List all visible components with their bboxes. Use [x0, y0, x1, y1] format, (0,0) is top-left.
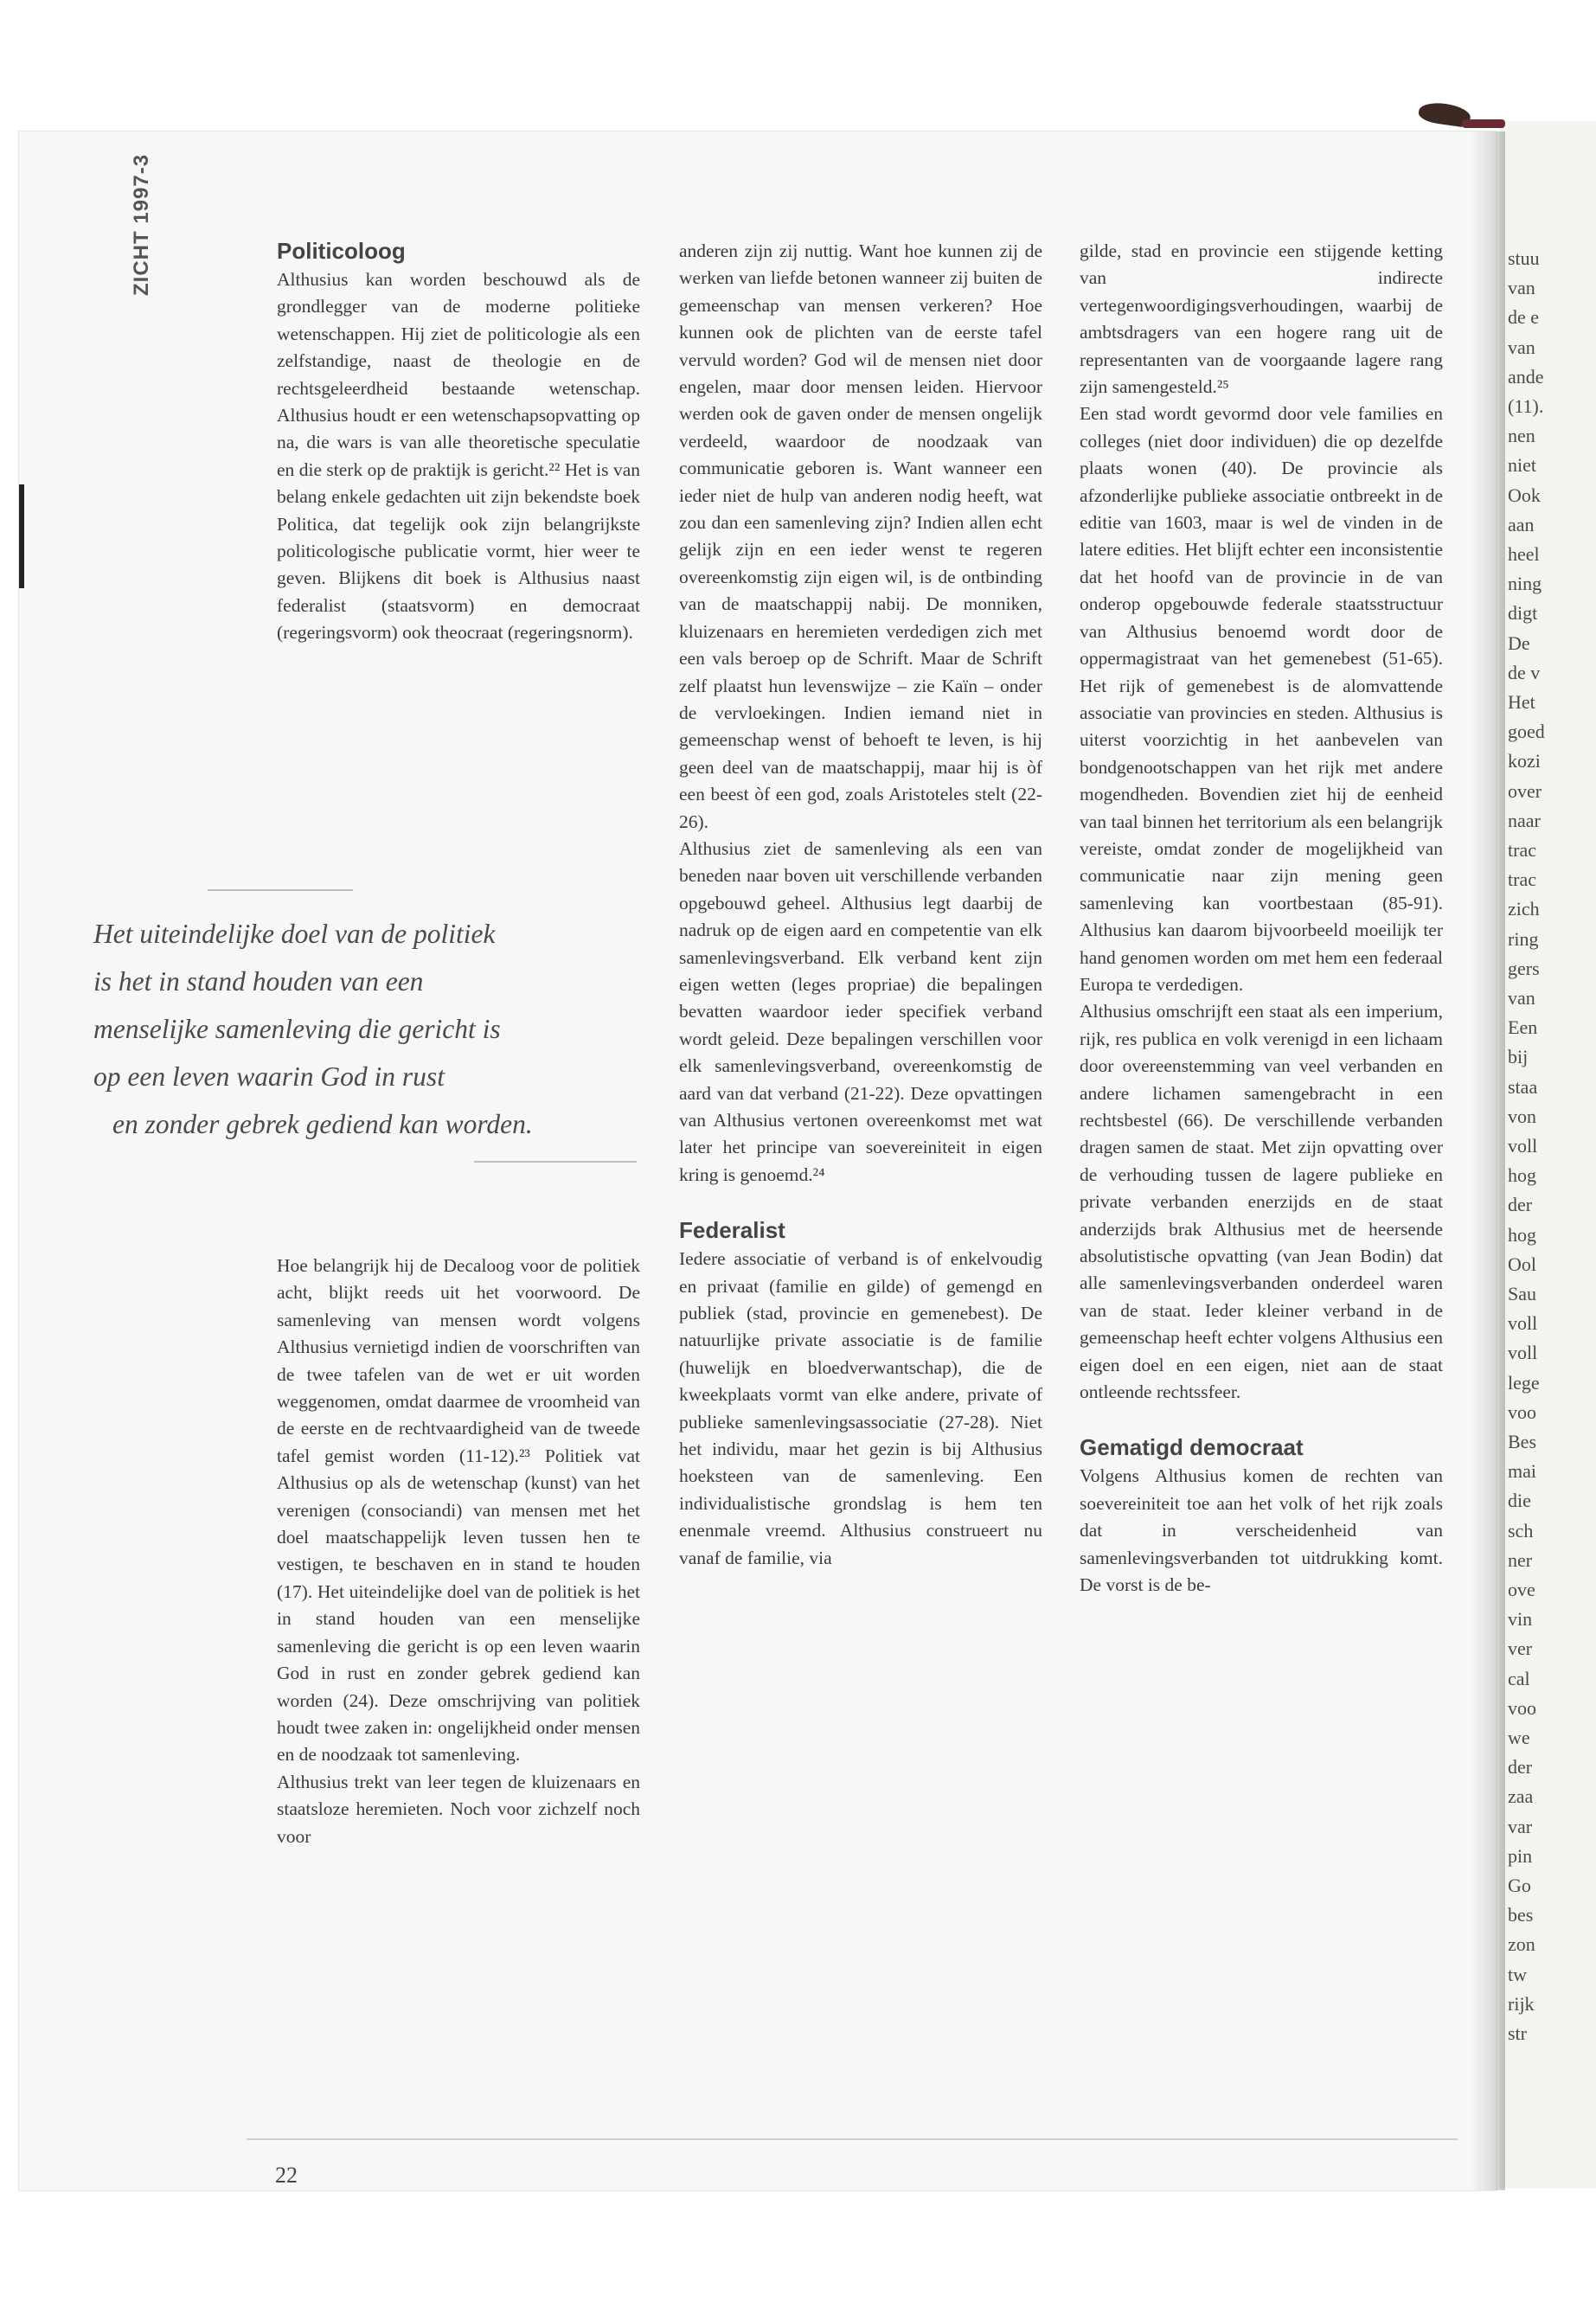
adjacent-page-fragment: der	[1508, 1194, 1533, 1216]
column-1-top	[277, 235, 640, 647]
adjacent-page-fragment: ner	[1508, 1548, 1533, 1571]
adjacent-page-fragment: van	[1508, 336, 1535, 358]
pull-quote-line: menselijke samenleving die gericht is	[93, 1014, 501, 1044]
paragraph: Althusius ziet de samenleving als een van beneden naar boven uit verschillende verbanden opgebouwd geheel. Althusius legt daarbij de nadruk op de eigen aard en competentie van elk samenlevingsverband. Elk verband kent zijn eigen wetten (leges propriae) die bepalingen bevatten waardoor ieder specifiek verband wordt geleid. Deze bepalingen verschillen voor elk samenlevingsverband, overeenkomstig de aard van dat verband (21-22). Deze opvattingen van Althusius vertonen overeenkomst met wat later het principe van soevereiniteit in eigen kring is genoemd.²⁴	[679, 837, 1042, 1185]
adjacent-page-fragment: naar	[1508, 809, 1541, 831]
adjacent-page-fragment: hog	[1508, 1223, 1536, 1246]
adjacent-page-fragment: van	[1508, 277, 1535, 299]
column-3	[1080, 238, 1443, 1599]
adjacent-page-fragment: goed	[1508, 721, 1545, 743]
adjacent-page-fragment: voo	[1508, 1696, 1536, 1719]
adjacent-page-fragment: zaa	[1508, 1785, 1534, 1808]
heading-politicoloog: Politicoloog	[277, 238, 406, 264]
pull-quote-rule-bottom	[474, 1161, 637, 1163]
adjacent-page-fragment: de e	[1508, 306, 1540, 329]
adjacent-page-fragment: zich	[1508, 898, 1540, 920]
adjacent-page-fragment: Sau	[1508, 1283, 1536, 1304]
adjacent-page-fragment: ove	[1508, 1579, 1535, 1600]
adjacent-page-fragment: Het	[1508, 691, 1535, 713]
adjacent-page-fragment: Ool	[1508, 1253, 1536, 1275]
adjacent-page-fragment: var	[1508, 1815, 1533, 1837]
adjacent-page-fragment: bij	[1508, 1046, 1529, 1068]
paragraph: anderen zijn zij nuttig. Want hoe kunnen zij de werken van liefde betonen wanneer zij buiten de gemeenschap van mensen verkeren? Hoe kunnen ook de plichten van de eerste tafel vervuld worden? God wil de mensen niet door engelen, maar door mensen leiden. Hiervoor werden ook de gaven onder de mensen ongelijk verdeeld, waardoor de noodzaak van communicatie geboren is. Want wanneer een ieder niet de hulp van anderen nodig heeft, wat zou dan een samenleving zijn? Indien allen echt gelijk zijn en een ieder wenst te regeren overeenkomstig zijn eigen wil, is de ontbinding van de maatschappij nabij. De monniken, kluizenaars en heremieten verdedigen zich met een vals beroep op de Schrift. Maar de Schrift zelf plaatst hun levenswijze – zie Kaïn – onder de vervloekingen. Indien iemand niet in gemeenschap wenst of behoeft te leven, is hij geen deel van de maatschappij, maar hij is òf een beest òf een god, zoals Aristoteles stelt (22-26).	[679, 240, 1042, 832]
column-2	[679, 238, 1042, 1572]
journal-label: ZICHT 1997-3	[130, 153, 153, 296]
adjacent-page-fragment: stuu	[1508, 247, 1540, 269]
adjacent-page-fragment: der	[1508, 1756, 1533, 1779]
paragraph: gilde, stad en provincie een stijgende ketting van indirecte vertegenwoordigingsverhoudingen, waarbij de ambtsdragers van een hogere rang uit de representanten van de voorgaande lagere rang zijn samengesteld.²⁵	[1080, 240, 1443, 398]
adjacent-page-fragment: pin	[1508, 1844, 1533, 1867]
adjacent-page-fragment: we	[1508, 1727, 1530, 1748]
adjacent-page-fragment: ver	[1508, 1638, 1533, 1660]
adjacent-page-fragment: tw	[1508, 1963, 1527, 1985]
adjacent-page-fragment: heel	[1508, 543, 1540, 565]
adjacent-page-fragment: de v	[1508, 661, 1541, 683]
adjacent-page-fragment: nen	[1508, 425, 1535, 447]
adjacent-page-fragment: van	[1508, 987, 1535, 1009]
adjacent-page-fragment: voo	[1508, 1400, 1536, 1423]
heading-federalist: Federalist	[679, 1217, 785, 1244]
pull-quote-rule-top	[208, 889, 353, 891]
paragraph: Hoe belangrijk hij de Decaloog voor de politiek acht, blijkt reeds uit het voorwoord. De samenleving van mensen wordt volgens Althusius vernietigd indien de voorschriften van de twee tafelen van de wet er uit worden weggenomen, omdat daarmee de vroomheid van de eerste en de rechtvaardigheid van de tweede tafel gemist worden (11-12).²³ Politiek vat Althusius op als de wetenschap (kunst) van het verenigen (consociandi) van mensen met het doel maatschappelijk leven tussen hen te vestigen, te beschaven en in stand te houden (17). Het uiteindelijke doel van de politiek is het in stand houden van een menselijke samenleving die gericht is op een leven waarin God in rust en zonder gebrek gediend kan worden (24). Deze omschrijving van politiek houdt twee zaken in: ongelijkheid onder mensen en de noodzaak tot samenleving.	[277, 1255, 640, 1766]
paragraph: Een stad wordt gevormd door vele families en colleges (niet door individuen) die op dezelfde plaats wonen (40). De provincie als afzonderlijke publieke associatie ontbreekt in de editie van 1603, maar is wel de vinden in de latere edities. Het blijft echter een inconsistentie dat het hoofd van de provincie in de van onderop opgebouwde federale staatsstructuur van Althusius benoemd wordt door de oppermagistraat van het gemenebest (51-65). Het rijk of gemenebest is de alomvattende associatie van provincies en steden. Althusius is uiterst voorzichtig in het aanbevelen van bondgenootschappen van het rijk met andere mogendheden. Bovendien ziet hij de eenheid van taal binnen het territorium als een belangrijk vereiste, omdat zonder de mogelijkheid van communicatie naar zijn mening geen samenleving kan voortbestaan (85-91). Althusius kan daarom bijvoorbeeld moeilijk ter hand genomen worden om met hem een federaal Europa te verdedigen.	[1080, 403, 1443, 995]
spine-shadow	[1471, 131, 1505, 2190]
adjacent-page-fragment: voll	[1508, 1312, 1538, 1335]
adjacent-page-fragment: die	[1508, 1490, 1531, 1512]
adjacent-page-fragment: Ook	[1508, 484, 1541, 506]
column-1-bottom	[277, 1253, 640, 1850]
adjacent-page-fragment: mai	[1508, 1460, 1536, 1483]
pull-quote-line: is het in stand houden van een	[93, 966, 424, 997]
adjacent-page-fragment: aan	[1508, 513, 1535, 535]
adjacent-page-edge	[1499, 121, 1596, 2189]
adjacent-page-fragment: De	[1508, 631, 1530, 654]
page-number: 22	[275, 2163, 298, 2188]
adjacent-page-fragment: digt	[1508, 602, 1538, 625]
adjacent-page-fragment: vin	[1508, 1608, 1533, 1631]
pull-quote	[93, 910, 578, 1148]
adjacent-page-fragment: Bes	[1508, 1431, 1536, 1452]
heading-gematigd-democraat: Gematigd democraat	[1080, 1434, 1304, 1461]
adjacent-page-fragment: sch	[1508, 1519, 1534, 1541]
adjacent-page-fragment: (11).	[1508, 395, 1544, 417]
adjacent-page-fragment: kozi	[1508, 750, 1541, 772]
binding-clip-tab	[1462, 119, 1505, 128]
adjacent-page-fragment: voll	[1508, 1135, 1538, 1157]
adjacent-page-fragment: zon	[1508, 1933, 1535, 1956]
pull-quote-line: op een leven waarin God in rust	[93, 1061, 445, 1092]
pull-quote-line: Het uiteindelijke doel van de politiek	[93, 919, 496, 949]
adjacent-page-fragment: hog	[1508, 1164, 1536, 1187]
adjacent-page-fragment: niet	[1508, 454, 1536, 477]
pull-quote-line: en zonder gebrek gediend kan worden.	[112, 1109, 533, 1139]
paragraph: Althusius omschrijft een staat als een imperium, rijk, res publica en volk verenigd in een lichaam door overeenstemming van veel verbanden en andere lichamen samengebracht in een rechtsbestel (66). De verschillende verbanden dragen samen de staat. Met zijn opvatting over de verhouding tussen de lagere publieke en private verbanden enerzijds en de staat anderzijds brak Althusius met de heersende absolutistische opvatting (van Jean Bodin) dat alle samenlevingsverbanden onderdeel waren van de staat. Ieder kleiner verband in de gemeenschap heeft echter volgens Althusius een eigen doel en een eigen, niet aan de staat ontleende rechtssfeer.	[1080, 1001, 1443, 1403]
adjacent-page-fragment: ning	[1508, 573, 1542, 595]
footer-rule	[247, 2138, 1458, 2140]
adjacent-page-fragment: bes	[1508, 1904, 1534, 1926]
adjacent-page-fragment: von	[1508, 1105, 1536, 1127]
page-edge-mark	[19, 484, 24, 588]
adjacent-page-fragment: ande	[1508, 365, 1544, 388]
adjacent-page-fragment: trac	[1508, 868, 1536, 891]
adjacent-page-fragment: staa	[1508, 1075, 1538, 1098]
adjacent-page-fragment: str	[1508, 2022, 1527, 2044]
adjacent-page-fragment: over	[1508, 779, 1542, 802]
adjacent-page-fragment: gers	[1508, 957, 1540, 979]
adjacent-page-fragment: cal	[1508, 1667, 1530, 1689]
paragraph: Althusius trekt van leer tegen de kluizenaars en staatsloze heremieten. Noch voor zichzelf noch voor	[277, 1771, 640, 1847]
adjacent-page-fragment: voll	[1508, 1342, 1538, 1364]
paragraph: Volgens Althusius komen de rechten van soevereiniteit toe aan het volk of het rijk zoals dat in verscheidenheid van samenlevingsverbanden tot uitdrukking komt. De vorst is de be-	[1080, 1465, 1443, 1596]
adjacent-page-fragment: rijk	[1508, 1992, 1535, 2015]
paragraph: Althusius kan worden beschouwd als de grondlegger van de moderne politieke wetenschappen. Hij ziet de politicologie als een zelfstandige, naast de theologie en de rechtsgeleerdheid bestaande wetenschap. Althusius houdt er een wetenschapsopvatting op na, die wars is van alle theoretische speculatie en die sterk op de praktijk is gericht.²² Het is van belang enkele gedachten uit zijn bekendste boek Politica, dat tegelijk ook zijn belangrijkste politicologische publicatie vormt, hier weer te geven. Blijkens dit boek is Althusius naast federalist (staatsvorm) en democraat (regeringsvorm) ook theocraat (regeringsnorm).	[277, 269, 640, 644]
adjacent-page-fragment: trac	[1508, 839, 1536, 861]
adjacent-page-fragment: Een	[1508, 1016, 1538, 1039]
adjacent-page-fragment: Go	[1508, 1875, 1531, 1896]
adjacent-page-fragment: lege	[1508, 1371, 1540, 1394]
adjacent-page-fragment: ring	[1508, 927, 1539, 950]
paragraph: Iedere associatie of verband is of enkelvoudig en privaat (familie en gilde) of gemengd en publiek (stad, provincie en gemenebest). De natuurlijke private associatie is de familie (huwelijk en bloedverwantschap), die de kweekplaats vormt van elke andere, private of publieke samenlevingsassociatie (27-28). Niet het individu, maar het gezin is bij Althusius hoeksteen van de samenleving. Een individualistische grondslag is hem ten enenmale vreemd. Althusius construeert nu vanaf de familie, via	[679, 1248, 1042, 1568]
